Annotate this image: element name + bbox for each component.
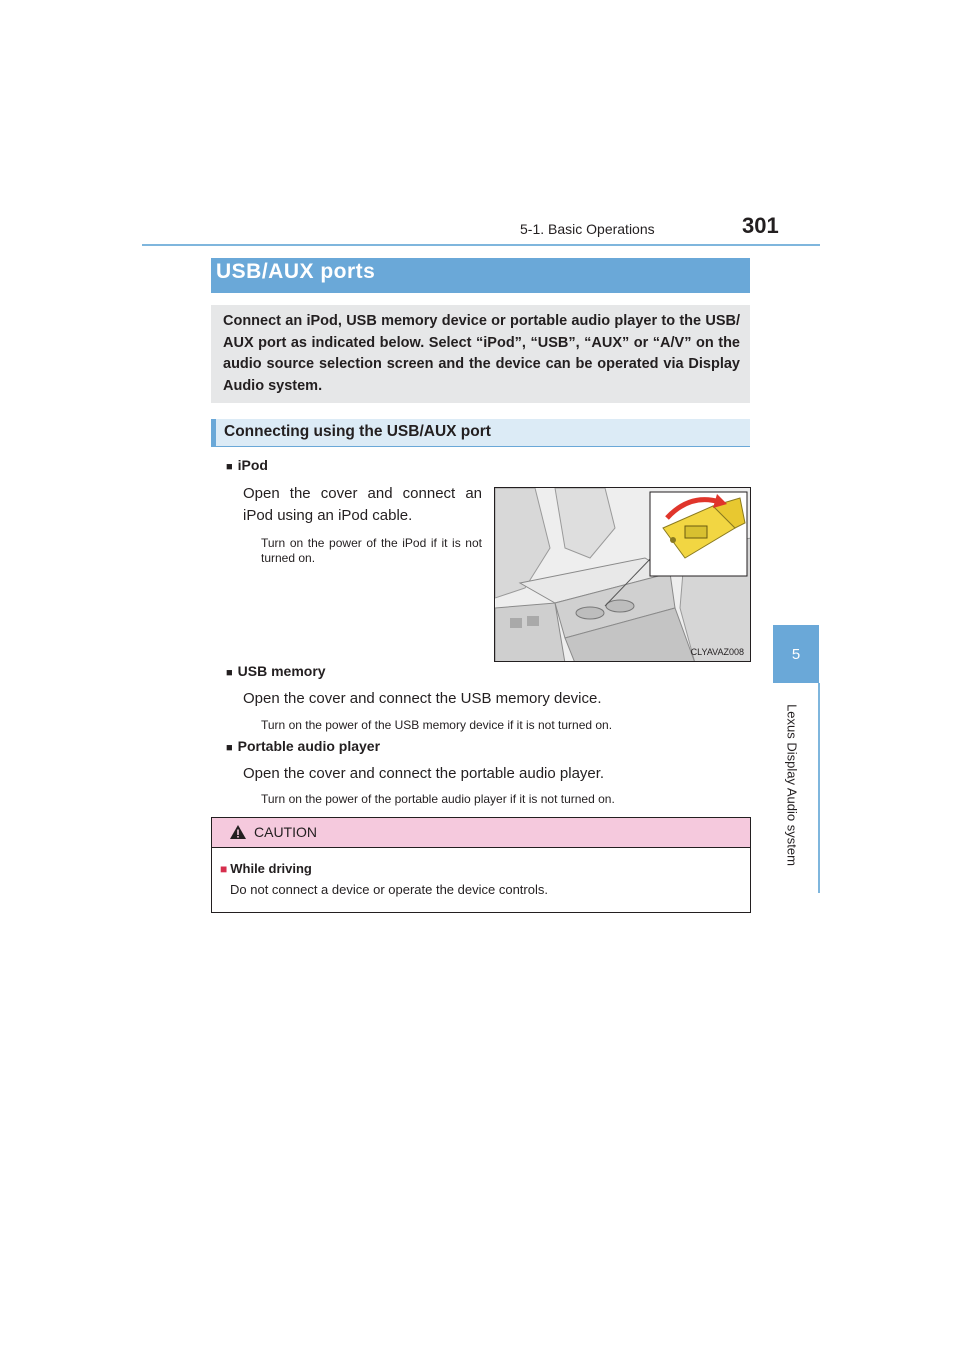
console-illustration bbox=[494, 487, 751, 662]
bullet-icon: ■ bbox=[226, 461, 233, 473]
warning-icon bbox=[229, 824, 247, 840]
item-title: Portable audio player bbox=[237, 738, 381, 754]
item-ipod-body: Open the cover and connect an iPod using an iPod cable. bbox=[243, 485, 482, 524]
item-ipod-note: Turn on the power of the iPod if it is not turned on. bbox=[261, 536, 482, 565]
intro-text: Connect an iPod, USB memory device or portable audio player to the USB/ AUX port as indicated below. Select “iPod”, “USB”, “AUX” or “A/V” on the audio source selection screen and the device can be operated via Display Audio system. bbox=[223, 313, 740, 394]
chapter-number: 5 bbox=[791, 645, 801, 663]
chapter-tab bbox=[773, 625, 819, 683]
bullet-icon: ■ bbox=[220, 862, 228, 876]
figure-code: CLYAVAZ008 bbox=[690, 647, 744, 657]
subheading: Connecting using the USB/AUX port bbox=[224, 423, 491, 440]
header-rule bbox=[142, 244, 820, 246]
page-number: 301 bbox=[742, 213, 779, 238]
item-usb-note: Turn on the power of the USB memory device if it is not turned on. bbox=[261, 718, 613, 732]
item-usb-title bbox=[226, 663, 326, 681]
chapter-label bbox=[782, 690, 802, 880]
caution-label: CAUTION bbox=[254, 824, 317, 840]
item-ipod-title bbox=[226, 457, 268, 475]
chapter-tab-rule bbox=[818, 683, 820, 893]
caution-subtitle bbox=[220, 861, 312, 876]
item-portable-note: Turn on the power of the portable audio player if it is not turned on. bbox=[261, 792, 615, 806]
caution-body: Do not connect a device or operate the device controls. bbox=[230, 882, 548, 897]
page-title: USB/AUX ports bbox=[216, 260, 376, 283]
bullet-icon: ■ bbox=[226, 742, 233, 754]
chapter-label-text: Lexus Display Audio system bbox=[784, 704, 800, 866]
subheading-accent bbox=[211, 419, 216, 447]
caution-subtitle-text: While driving bbox=[230, 861, 312, 876]
item-usb-body: Open the cover and connect the USB memory device. bbox=[243, 690, 602, 707]
item-portable-title bbox=[226, 738, 380, 756]
section-title: 5-1. Basic Operations bbox=[520, 221, 655, 237]
caution-box bbox=[211, 817, 751, 913]
item-title: iPod bbox=[237, 457, 268, 473]
item-title: USB memory bbox=[237, 663, 326, 679]
item-portable-body: Open the cover and connect the portable audio player. bbox=[243, 765, 605, 782]
caution-header bbox=[212, 818, 750, 848]
console-drawing bbox=[495, 488, 751, 662]
bullet-icon: ■ bbox=[226, 667, 233, 679]
